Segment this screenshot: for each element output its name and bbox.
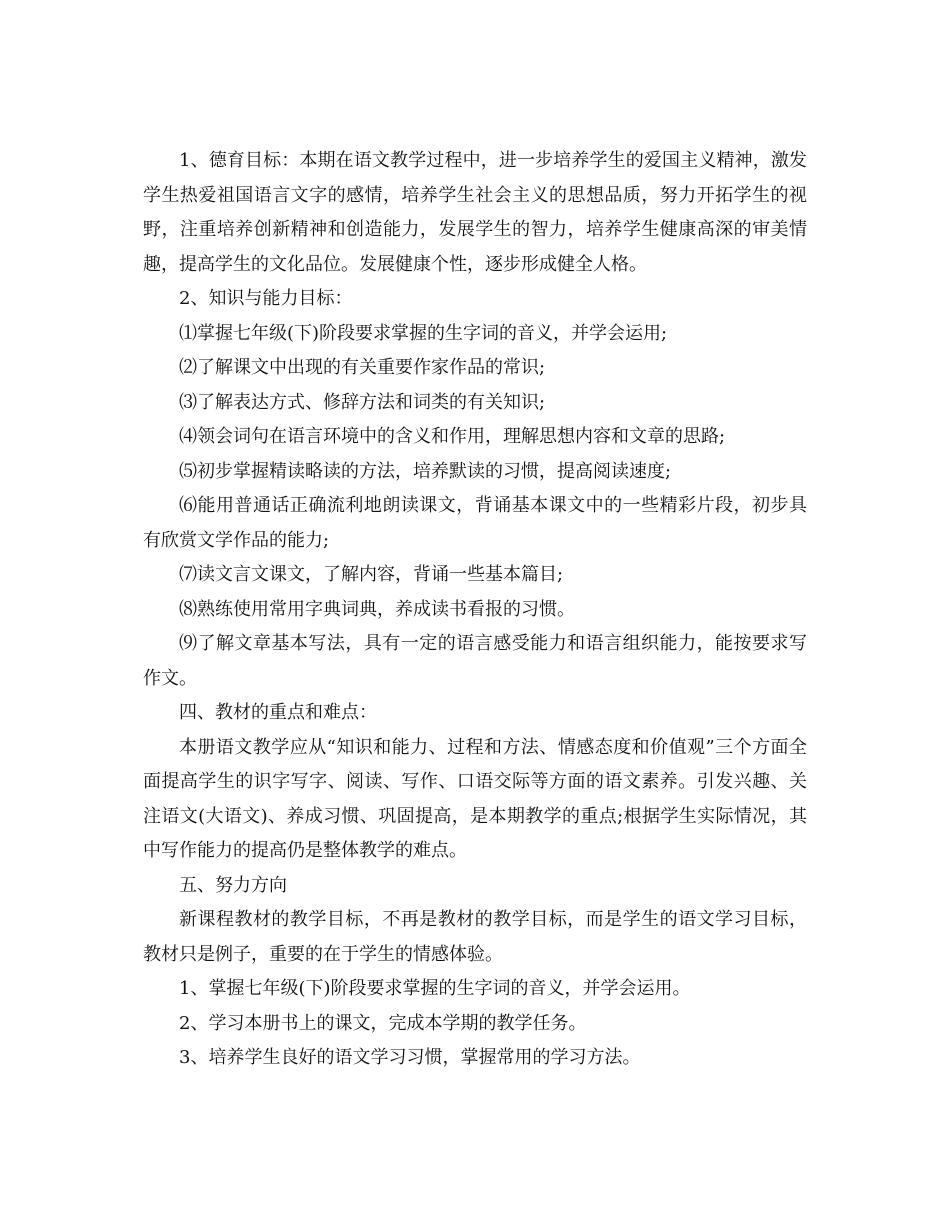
document-page xyxy=(143,144,807,1076)
key-points-paragraph: 本册语文教学应从“知识和能力、过程和方法、情感态度和价值观”三个方面全面提高学生的识字写字、阅读、写作、口语交际等方面的语文素养。引发兴趣、关注语文(大语文)、养成习惯、巩固提高，是本期教学的重点;根据学生实际情况，其中写作能力的提高仍是整体教学的难点。 xyxy=(143,736,807,861)
goal-item-5: ⑸初步掌握精读略读的方法，培养默读的习惯，提高阅读速度; xyxy=(179,460,672,482)
moral-goal-paragraph: 1、德育目标：本期在语文教学过程中，进一步培养学生的爱国主义精神，激发学生热爱祖国语言文字的感情，培养学生社会主义的思想品质，努力开拓学生的视野，注重培养创新精神和创造能力，发展学生的智力，培养学生健康高深的审美情趣，提高学生的文化品位。发展健康个性，逐步形成健全人格。 xyxy=(143,150,807,275)
direction-heading: 五、努力方向 xyxy=(179,874,287,896)
goal-item-7: ⑺读文言文课文，了解内容，背诵一些基本篇目; xyxy=(179,564,564,585)
knowledge-ability-heading: 2、知识与能力目标： xyxy=(179,288,353,309)
key-points-heading: 四、教材的重点和难点： xyxy=(179,702,377,723)
direction-paragraph: 新课程教材的教学目标，不再是教材的教学目标，而是学生的语文学习目标，教材只是例子，重要的在于学生的情感体验。 xyxy=(143,909,807,965)
goal-item-4: ⑷领会词句在语言环境中的含义和作用，理解思想内容和文章的思路; xyxy=(179,426,726,447)
goal-item-8: ⑻熟练使用常用字典词典，养成读书看报的习惯。 xyxy=(179,598,575,620)
goal-item-1: ⑴掌握七年级(下)阶段要求掌握的生字词的音义，并学会运用; xyxy=(179,322,668,344)
goal-item-9: ⑼了解文章基本写法，具有一定的语言感受能力和语言组织能力，能按要求写作文。 xyxy=(143,633,807,689)
direction-item-1: 1、掌握七年级(下)阶段要求掌握的生字词的音义，并学会运用。 xyxy=(179,978,691,999)
direction-item-3: 3、培养学生良好的语文学习习惯，掌握常用的学习方法。 xyxy=(179,1047,641,1068)
goal-item-6: ⑹能用普通话正确流利地朗读课文，背诵基本课文中的一些精彩片段，初步具有欣赏文学作品的能力; xyxy=(143,495,807,551)
goal-item-3: ⑶了解表达方式、修辞方法和词类的有关知识; xyxy=(179,391,546,413)
goal-item-2: ⑵了解课文中出现的有关重要作家作品的常识; xyxy=(179,357,546,378)
direction-item-2: 2、学习本册书上的课文，完成本学期的教学任务。 xyxy=(179,1012,587,1034)
